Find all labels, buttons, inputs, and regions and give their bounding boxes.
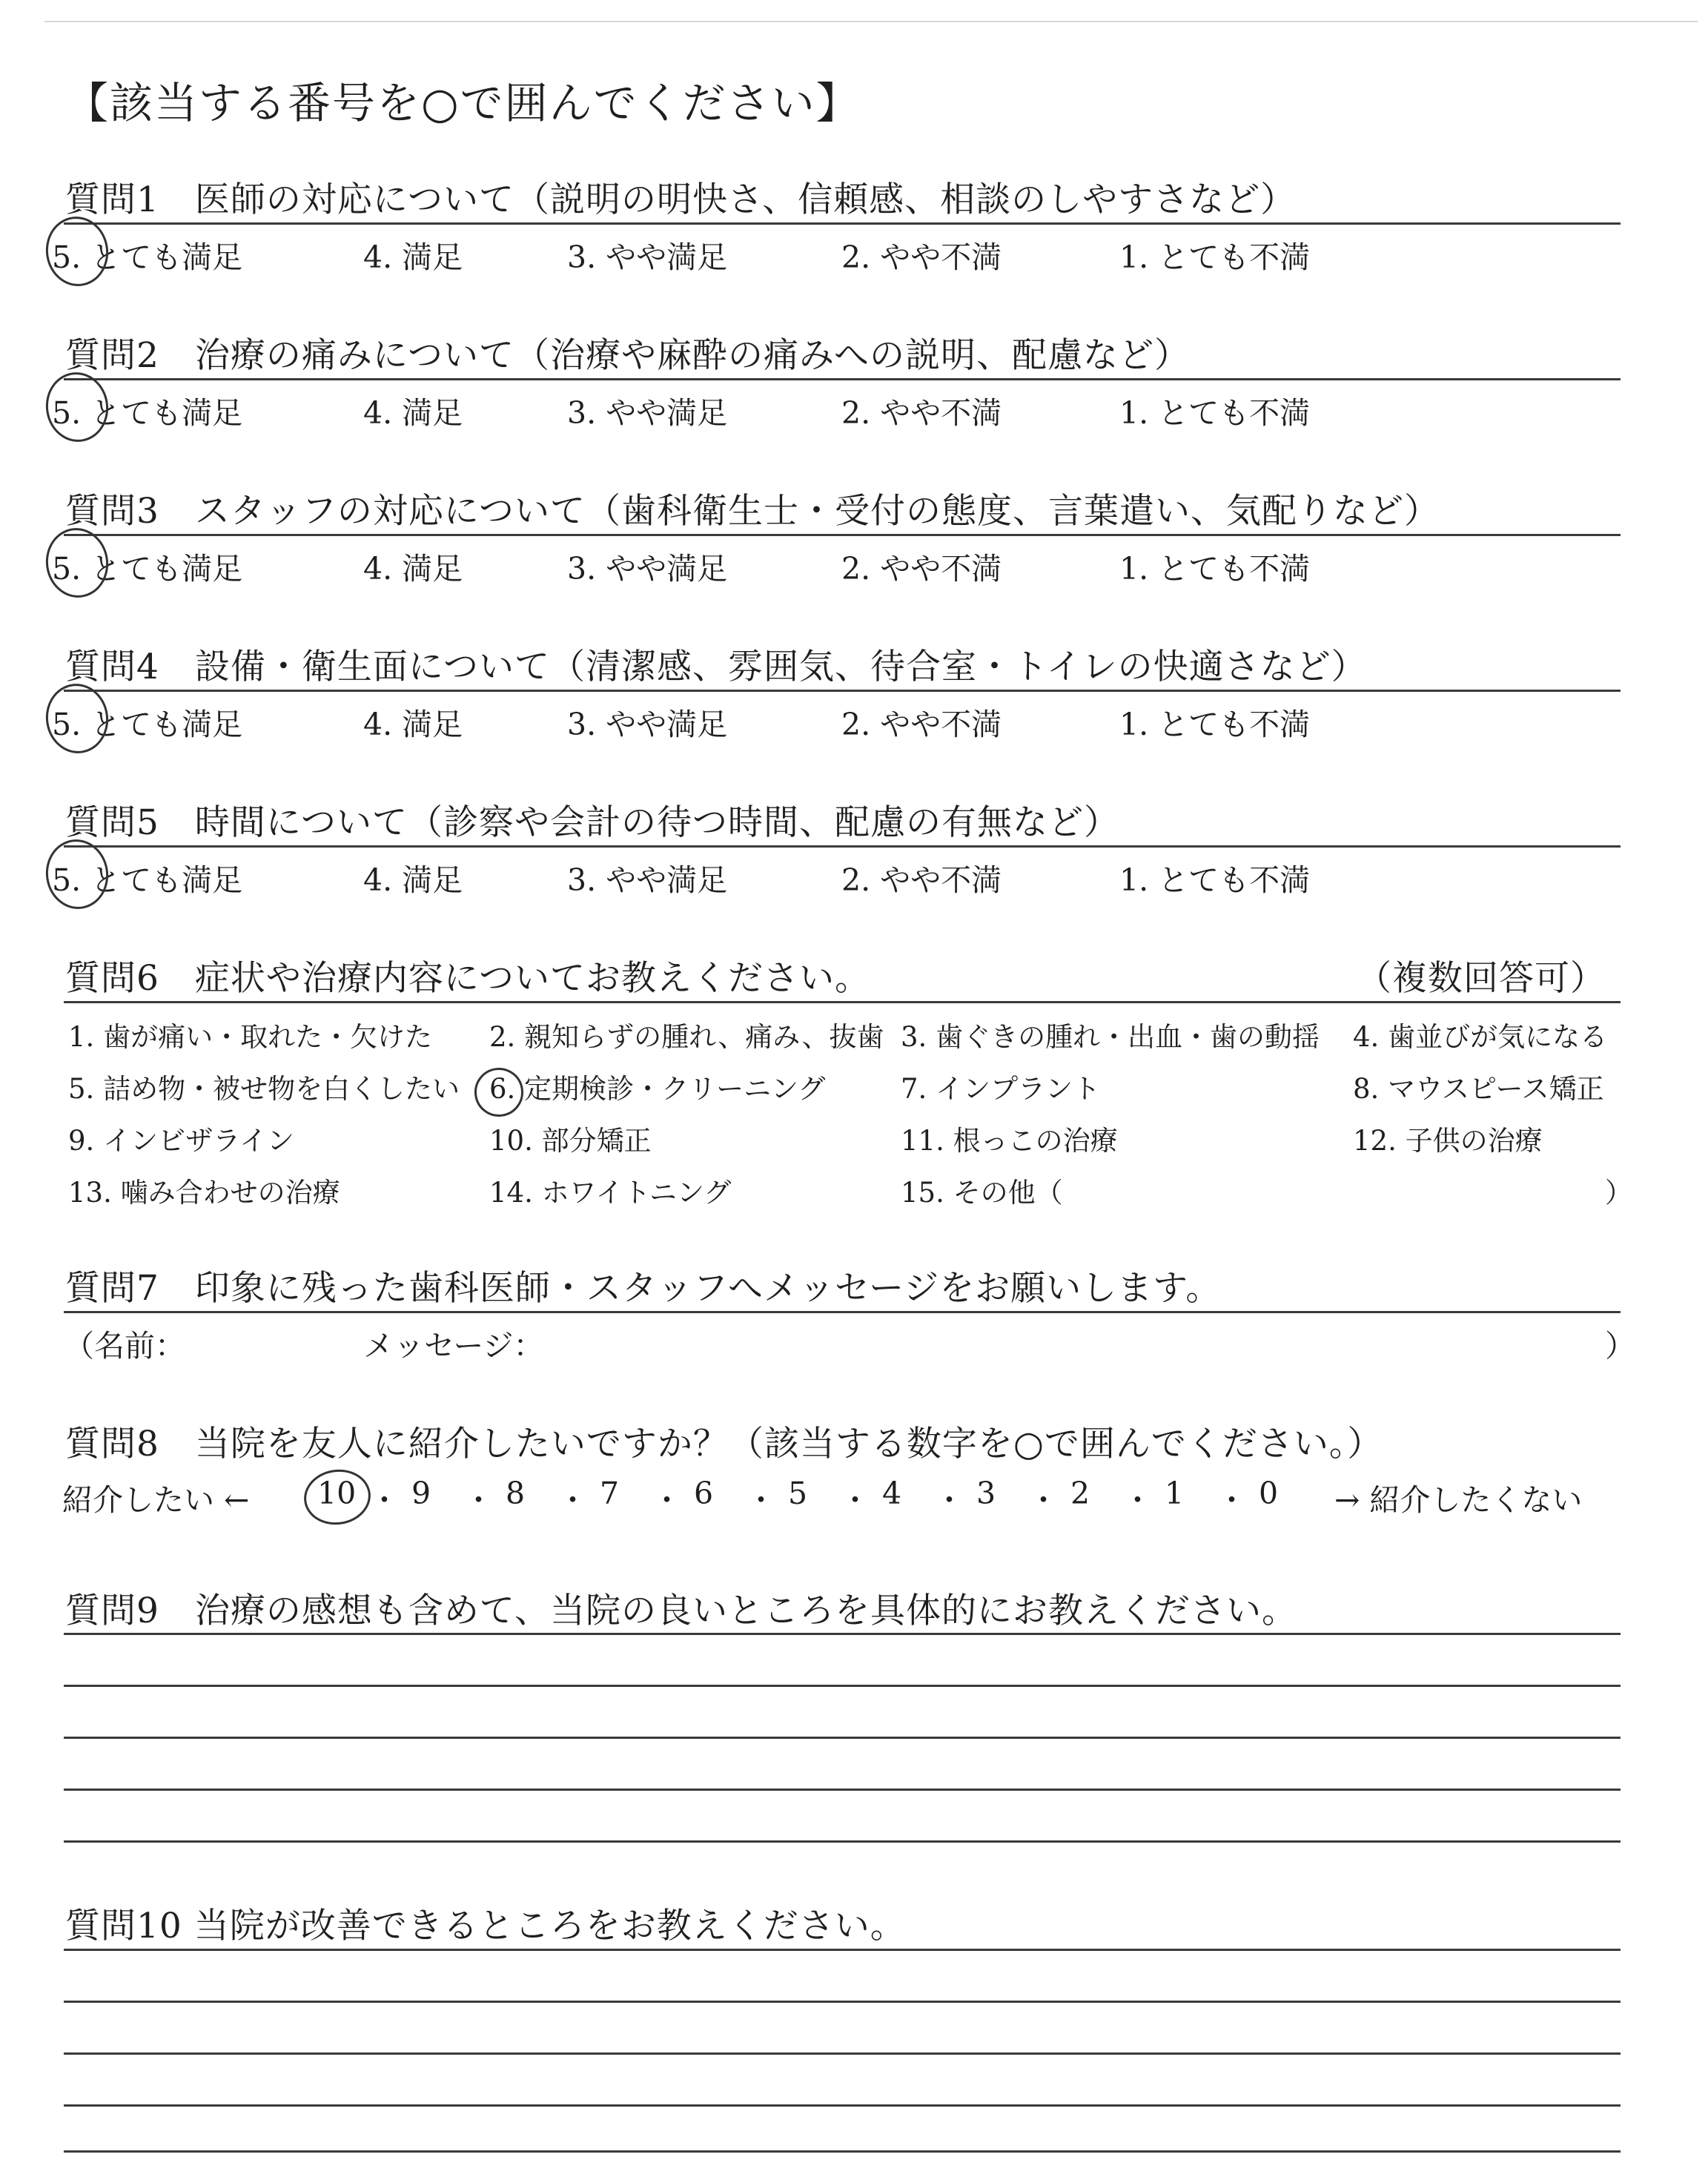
- q7-rule: [64, 1311, 1621, 1313]
- q8-scale-number[interactable]: 2: [1070, 1476, 1090, 1511]
- q9-rule: [64, 1633, 1621, 1635]
- q8-scale-number[interactable]: 9: [411, 1476, 431, 1511]
- q10-text: 当院が改善できるところをお教えください。: [193, 1906, 906, 1946]
- q6-option[interactable]: 1. 歯が痛い・取れた・欠けた: [68, 1021, 433, 1053]
- q1-text: 医師の対応について（説明の明快さ、信頼感、相談のしやすさなど）: [194, 179, 1297, 220]
- q10-answer-line[interactable]: [64, 2052, 1621, 2055]
- q4-option[interactable]: 4. 満足: [363, 707, 463, 742]
- q2-option[interactable]: 1. とても不満: [1119, 395, 1311, 431]
- q8-scale-number[interactable]: 6: [694, 1476, 714, 1511]
- q6-option[interactable]: 8. マウスピース矯正: [1353, 1073, 1604, 1105]
- q10-answer-line[interactable]: [64, 2001, 1621, 2003]
- q8-right-label: → 紹介したくない: [1334, 1482, 1583, 1518]
- q10-answer-line[interactable]: [64, 2150, 1621, 2153]
- q2-text: 治療の痛みについて（治療や麻酔の痛みへの説明、配慮など）: [194, 335, 1191, 376]
- q6-label: 質問6: [65, 958, 159, 999]
- q4-rule: [64, 690, 1621, 692]
- q6-option[interactable]: 14. ホワイトニング: [489, 1177, 732, 1209]
- q6-option[interactable]: 10. 部分矯正: [489, 1125, 652, 1157]
- q4-option[interactable]: 5. とても満足: [52, 707, 243, 742]
- q8-label: 質問8: [65, 1424, 159, 1464]
- q1-option[interactable]: 1. とても不満: [1119, 240, 1311, 275]
- q8-scale-separator: ・: [1028, 1482, 1059, 1518]
- q1-rule: [64, 222, 1621, 225]
- q8-scale-number[interactable]: 3: [976, 1476, 996, 1511]
- q8-scale-number[interactable]: 8: [506, 1476, 526, 1511]
- q6-option[interactable]: 9. インビザライン: [68, 1125, 294, 1157]
- q7-name-label: （名前：: [64, 1328, 185, 1364]
- q2-rule: [64, 378, 1621, 380]
- q8-scale-number[interactable]: 5: [788, 1476, 808, 1511]
- q4-text: 設備・衛生面について（清潔感、雰囲気、待合室・トイレの快適さなど）: [194, 647, 1367, 687]
- q9-answer-line[interactable]: [64, 1789, 1621, 1791]
- q6-option[interactable]: 13. 噛み合わせの治療: [68, 1177, 340, 1209]
- q2-option[interactable]: 3. やや満足: [567, 395, 728, 431]
- q6-option[interactable]: 6. 定期検診・クリーニング: [489, 1073, 826, 1105]
- q9-text: 治療の感想も含めて、当院の良いところを具体的にお教えください。: [194, 1591, 1297, 1631]
- q8-scale-separator: ・: [840, 1482, 870, 1518]
- page-title: 【該当する番号を○で囲んでください】: [65, 78, 861, 128]
- q3-option[interactable]: 4. 満足: [363, 551, 463, 587]
- q3-label: 質問3: [65, 491, 159, 532]
- q4-heading: [65, 639, 1367, 689]
- q6-option[interactable]: 7. インプラント: [901, 1073, 1101, 1105]
- q10-answer-line[interactable]: [64, 2104, 1621, 2107]
- q3-option[interactable]: 1. とても不満: [1119, 551, 1311, 587]
- q3-rule: [64, 534, 1621, 536]
- q3-heading: [65, 483, 1440, 533]
- q6-text: 症状や治療内容についてお教えください。: [194, 958, 870, 999]
- q7-heading: [65, 1261, 1221, 1310]
- q10-rule: [64, 1949, 1621, 1951]
- q5-option[interactable]: 5. とても満足: [52, 862, 243, 898]
- q3-option[interactable]: 5. とても満足: [52, 551, 243, 587]
- q3-option[interactable]: 2. やや不満: [841, 551, 1002, 587]
- q5-option[interactable]: 1. とても不満: [1119, 862, 1311, 898]
- q9-answer-line[interactable]: [64, 1840, 1621, 1843]
- q5-heading: [65, 795, 1119, 845]
- q4-option[interactable]: 1. とても不満: [1119, 707, 1311, 742]
- q6-option[interactable]: 11. 根っこの治療: [901, 1125, 1118, 1157]
- q5-option[interactable]: 4. 満足: [363, 862, 463, 898]
- q8-scale-separator: ・: [463, 1482, 494, 1518]
- q5-option[interactable]: 2. やや不満: [841, 862, 1002, 898]
- q1-option[interactable]: 4. 満足: [363, 240, 463, 275]
- q6-other-close: ）: [1605, 1177, 1632, 1209]
- q3-text: スタッフの対応について（歯科衛生士・受付の態度、言葉遣い、気配りなど）: [194, 491, 1440, 532]
- q8-scale-separator: ・: [652, 1482, 682, 1518]
- q8-text: 当院を友人に紹介したいですか？（該当する数字を○で囲んでください。）: [194, 1424, 1383, 1464]
- q6-option[interactable]: 2. 親知らずの腫れ、痛み、抜歯: [489, 1021, 884, 1053]
- q6-option[interactable]: 15. その他（: [901, 1177, 1063, 1209]
- q8-left-label: 紹介したい ←: [62, 1482, 250, 1518]
- q8-scale-number[interactable]: 1: [1165, 1476, 1185, 1511]
- q8-scale-number[interactable]: 4: [882, 1476, 902, 1511]
- q6-option[interactable]: 4. 歯並びが気になる: [1353, 1021, 1608, 1053]
- q2-option[interactable]: 5. とても満足: [52, 395, 243, 431]
- q6-heading: [65, 951, 870, 1000]
- q2-option[interactable]: 4. 満足: [363, 395, 463, 431]
- q6-rule: [64, 1001, 1621, 1003]
- q7-label: 質問7: [65, 1268, 159, 1309]
- q8-scale-separator: ・: [369, 1482, 400, 1518]
- q1-option[interactable]: 5. とても満足: [52, 240, 243, 275]
- page-top-edge: [44, 21, 1698, 22]
- q4-option[interactable]: 3. やや満足: [567, 707, 728, 742]
- q10-heading: [65, 1898, 906, 1948]
- q6-option[interactable]: 3. 歯ぐきの腫れ・出血・歯の動揺: [901, 1021, 1320, 1053]
- q10-label: 質問10: [65, 1906, 182, 1946]
- q9-label: 質問9: [65, 1591, 159, 1631]
- q8-scale-separator: ・: [934, 1482, 964, 1518]
- q4-option[interactable]: 2. やや不満: [841, 707, 1002, 742]
- q8-scale-separator: ・: [746, 1482, 776, 1518]
- q5-option[interactable]: 3. やや満足: [567, 862, 728, 898]
- q5-label: 質問5: [65, 802, 159, 843]
- q7-close: ）: [1605, 1328, 1635, 1364]
- q9-answer-line[interactable]: [64, 1737, 1621, 1739]
- q8-heading: [65, 1416, 1383, 1466]
- q5-rule: [64, 845, 1621, 848]
- q6-note: （複数回答可）: [1357, 958, 1606, 999]
- q9-answer-line[interactable]: [64, 1685, 1621, 1687]
- q6-option[interactable]: 5. 詰め物・被せ物を白くしたい: [68, 1073, 460, 1105]
- q7-text: 印象に残った歯科医師・スタッフへメッセージをお願いします。: [194, 1268, 1222, 1309]
- q8-selection-circle: [300, 1465, 374, 1529]
- q8-scale-number[interactable]: 0: [1259, 1476, 1279, 1511]
- q8-scale-number[interactable]: 7: [600, 1476, 620, 1511]
- q8-scale-separator: ・: [1122, 1482, 1153, 1518]
- q7-message-label: メッセージ：: [363, 1328, 544, 1364]
- q2-heading: [65, 328, 1190, 377]
- q3-option[interactable]: 3. やや満足: [567, 551, 728, 587]
- q8-scale-separator: ・: [557, 1482, 588, 1518]
- q6-option[interactable]: 12. 子供の治療: [1353, 1125, 1543, 1157]
- q1-heading: [65, 172, 1296, 222]
- q5-text: 時間について（診察や会計の待つ時間、配慮の有無など）: [194, 802, 1119, 843]
- q1-option[interactable]: 2. やや不満: [841, 240, 1002, 275]
- q1-label: 質問1: [65, 179, 159, 220]
- q1-option[interactable]: 3. やや満足: [567, 240, 728, 275]
- q4-label: 質問4: [65, 647, 159, 687]
- q8-scale-separator: ・: [1217, 1482, 1247, 1518]
- q9-heading: [65, 1583, 1297, 1633]
- q2-label: 質問2: [65, 335, 159, 376]
- q8-scale-number[interactable]: 10: [317, 1476, 357, 1511]
- q2-option[interactable]: 2. やや不満: [841, 395, 1002, 431]
